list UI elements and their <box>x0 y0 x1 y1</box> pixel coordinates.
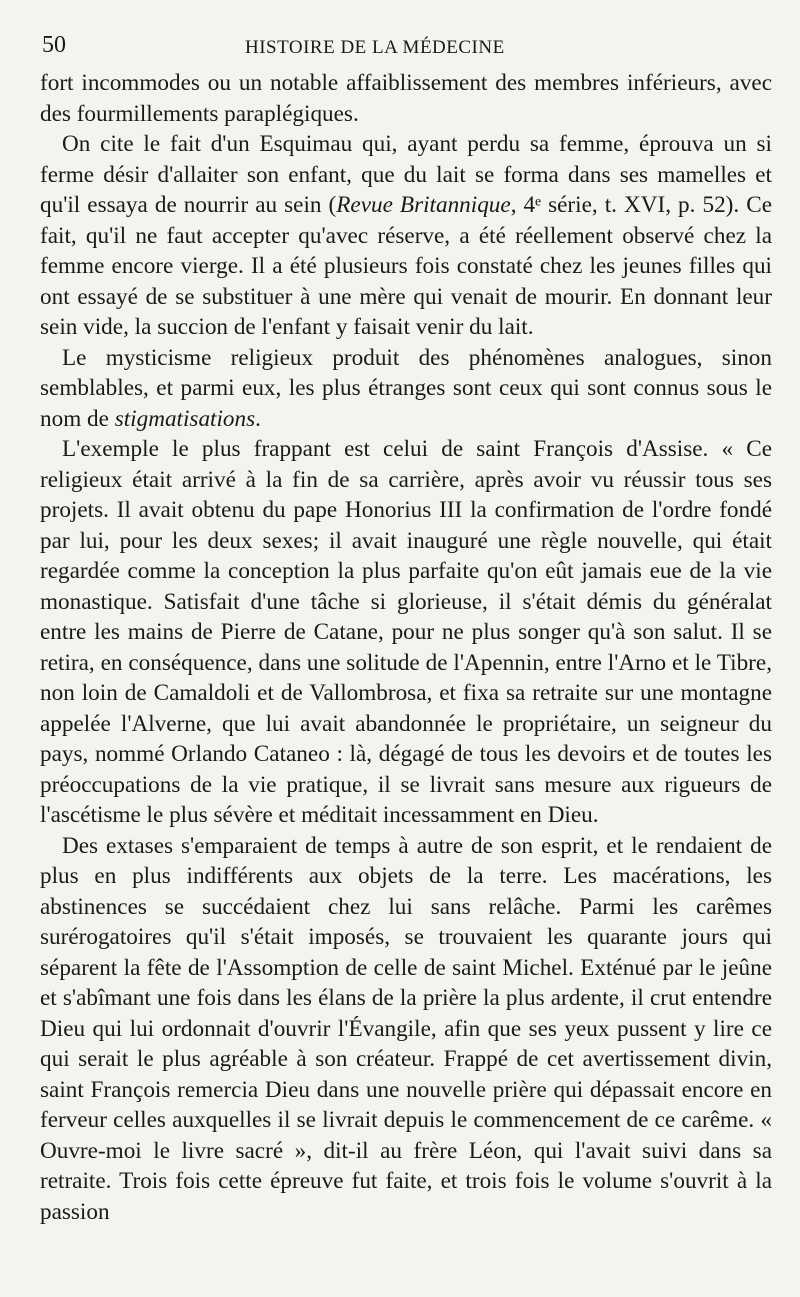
paragraph-2-italic-title: Revue Britannique <box>336 192 511 218</box>
paragraph-4: L'exemple le plus frappant est celui de saint François d'Assise. « Ce religieux était arrivé à la fin de sa carrière, après avoir vu réussir tous ses projets. Il avait obtenu du pape Honorius III la confirmation de l'ordre fondé par lui, pour les deux sexes; il avait inauguré une règle nouvelle, qui était regardée comme la conception la plus parfaite qu'on eût jamais eue de la vie monastique. Satisfait d'une tâche si glorieuse, il s'était démis du généralat entre les mains de Pierre de Catane, pour ne plus songer qu'à son salut. Il se retira, en conséquence, dans une solitude de l'Apennin, entre l'Arno et le Tibre, non loin de Camaldoli et de Vallombrosa, et fixa sa retraite sur une montagne appelée l'Alverne, que lui avait abandonnée le propriétaire, un seigneur du pays, nommé Orlando Cataneo : là, dégagé de tous les devoirs et de toutes les préoccupations de la vie pratique, il se livrait sans mesure aux rigueurs de l'ascétisme le plus sévère et méditait incessamment en Dieu. <box>40 436 772 828</box>
paragraph-3 <box>40 343 772 435</box>
paragraph-3-italic-term: stigmatisations <box>114 405 256 432</box>
paragraph-5: Des extases s'emparaient de temps à autre de son esprit, et le rendaient de plus en plus indifférents aux objets de la terre. Les macérations, les abstinences se succédaient chez lui sans relâche. Parmi les carêmes surérogatoires qu'il s'était imposés, se trouvaient les quarante jours qui séparent la fête de l'Assomption de celle de saint Michel. Exténué par le jeûne et s'abîmant une fois dans les élans de la prière la plus ardente, il crut entendre Dieu qui lui ordonnait d'ouvrir l'Évangile, afin que ses yeux pussent y lire ce qui serait le plus agréable à son créateur. Frappé de cet avertissement divin, saint François remercia Dieu dans une nouvelle prière qui dépassait encore en ferveur celles auxquelles il se livrait depuis le commencement de ce carême. « Ouvre-moi le livre sacré », dit-il au frère Léon, qui l'avait suivi dans sa retraite. Trois fois cette épreuve fut faite, et trois fois le volume s'ouvrit à la passion <box>40 832 772 1225</box>
paragraph-2-text-after: , 4ᵉ série, t. XVI, p. 52). Ce fait, qu'il ne faut accepter qu'avec réserve, a été réellement observé chez la femme encore vierge. Il a été plusieurs fois constaté chez les jeunes filles qui ont essayé de se substituer à une mère qui venait de mourir. En donnant leur sein vide, la succion de l'enfant y faisait venir du lait. <box>40 192 772 340</box>
page-number: 50 <box>42 32 66 58</box>
paragraph-2 <box>40 129 772 343</box>
paragraph-2-text-before: On cite le fait d'un Esquimau qui, ayant perdu sa femme, éprouva un si ferme désir d'allaiter son enfant, que du lait se forma dans ses mamelles et qu'il essaya de nourrir au sein ( <box>40 131 772 218</box>
paragraph-3-text-after: . <box>255 405 261 432</box>
paragraph-1: fort incommodes ou un notable affaiblissement des membres inférieurs, avec des fourmillements paraplégiques. <box>40 70 772 127</box>
body-text <box>40 68 772 1227</box>
page-header <box>40 32 772 68</box>
running-title: HISTOIRE DE LA MÉDECINE <box>245 37 505 58</box>
paragraph-3-text-before: Le mysticisme religieux produit des phénomènes analogues, sinon semblables, et parmi eux, les plus étranges sont ceux qui sont connus sous le nom de <box>40 344 772 432</box>
